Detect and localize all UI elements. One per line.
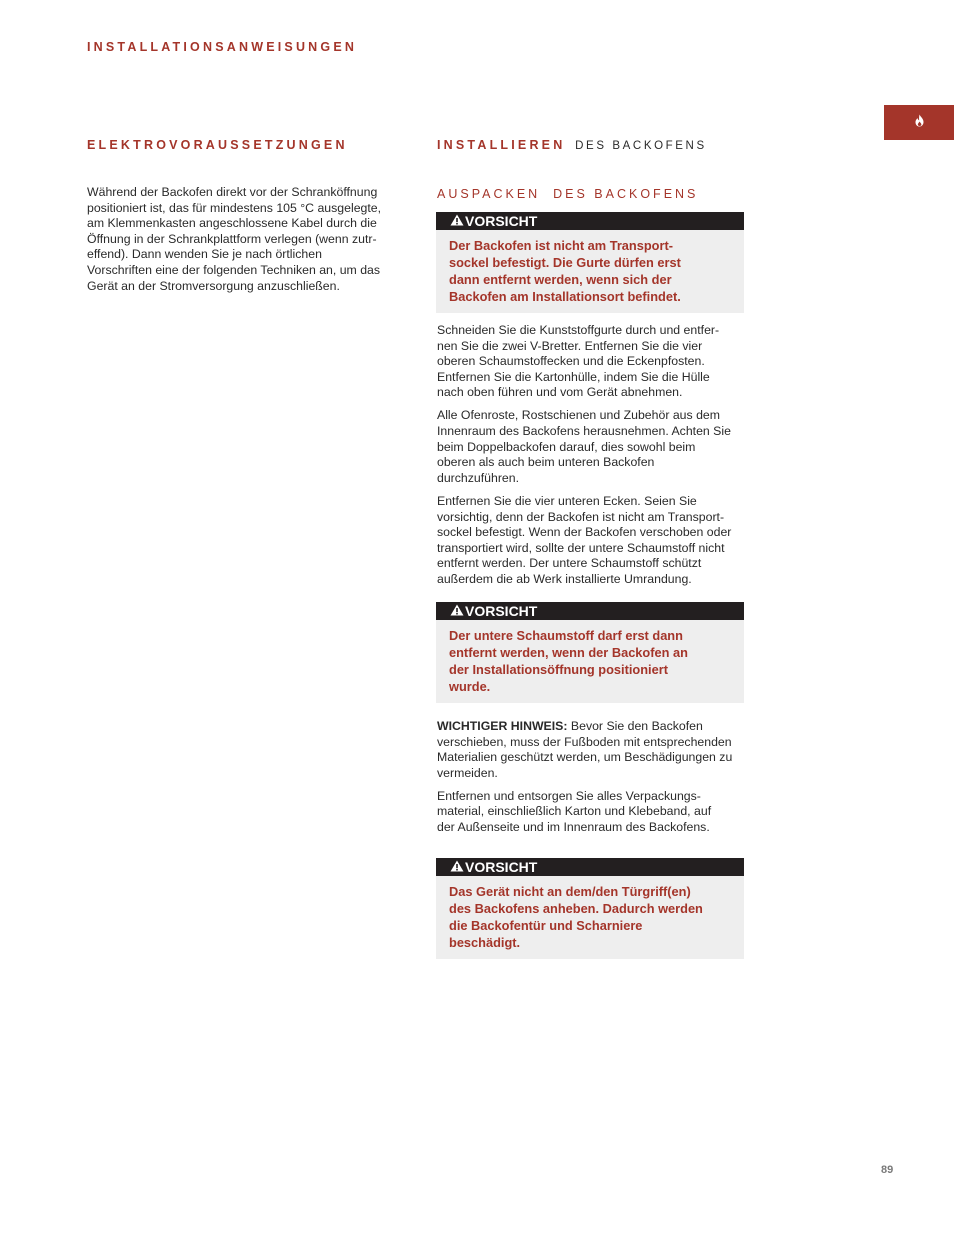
caution-line: beschädigt. bbox=[449, 935, 521, 950]
warning-icon bbox=[450, 212, 465, 230]
caution-header bbox=[436, 212, 744, 230]
text-line: oberen als auch beim unteren Backofen bbox=[437, 455, 655, 470]
subsection-title-auspacken: AUSPACKEN DES BACKOFENS bbox=[437, 187, 699, 201]
text-line: Innenraum des Backofens herausnehmen. Achten Sie bbox=[437, 424, 731, 439]
paragraph bbox=[437, 323, 757, 401]
electrical-requirements-text bbox=[87, 185, 417, 294]
text-line: sockel befestigt. Wenn der Backofen verschoben oder bbox=[437, 525, 732, 540]
text-line: vorsichtig, denn der Backofen ist nicht am Transport- bbox=[437, 509, 725, 524]
text-line: transportiert wird, sollte der untere Schaumstoff nicht bbox=[437, 540, 725, 555]
flame-icon bbox=[914, 114, 925, 132]
text-line: Schneiden Sie die Kunststoffgurte durch und entfer- bbox=[437, 323, 720, 337]
section-title-elektrovoraussetzungen: ELEKTROVORAUSSETZUNGEN bbox=[87, 138, 348, 152]
caution-text bbox=[436, 876, 744, 959]
unpacking-instructions bbox=[437, 323, 757, 595]
text-line: oberen Schaumstoffecken und die Eckenpfosten. bbox=[437, 354, 705, 369]
text-line: Materialien geschützt werden, um Beschädigungen zu bbox=[437, 750, 733, 765]
text-line: Öffnung in der Schrankplattform verlegen (wenn zutr- bbox=[87, 231, 377, 246]
caution-line: sockel befestigt. Die Gurte dürfen erst bbox=[449, 255, 681, 270]
text-line: beim Doppelbackofen darauf, dies sowohl beim bbox=[437, 439, 696, 454]
text-line: Entfernen Sie die Kartonhülle, indem Sie die Hülle bbox=[437, 369, 710, 384]
caution-box-2 bbox=[436, 602, 744, 703]
text-line: nen Sie die zwei V-Bretter. Entfernen Sie die vier bbox=[437, 338, 703, 353]
text-line: entfernt werden. Der untere Schaumstoff schützt bbox=[437, 556, 702, 571]
text-line: der Außenseite und im Innenraum des Backofens. bbox=[437, 820, 710, 835]
caution-text bbox=[436, 620, 744, 703]
warning-icon bbox=[450, 602, 465, 620]
note-lead: WICHTIGER HINWEIS: bbox=[437, 719, 568, 733]
caution-label: VORSICHT bbox=[465, 859, 538, 875]
caution-label: VORSICHT bbox=[465, 603, 538, 619]
text-line: Entfernen und entsorgen Sie alles Verpackungs- bbox=[437, 788, 701, 803]
text-line: positioniert ist, das für mindestens 105 °C ausgelegte, bbox=[87, 200, 382, 215]
text-line: am Klemmenkasten angeschlossene Kabel durch die bbox=[87, 216, 377, 231]
caution-header bbox=[436, 602, 744, 620]
text-line bbox=[437, 719, 757, 735]
caution-box-3 bbox=[436, 858, 744, 959]
text-line: außerdem die ab Werk installierte Umrandung. bbox=[437, 571, 692, 586]
paragraph bbox=[437, 494, 757, 588]
page-number: 89 bbox=[881, 1164, 894, 1176]
section-title-bold: INSTALLIEREN bbox=[437, 138, 566, 152]
caution-line: des Backofens anheben. Dadurch werden bbox=[449, 901, 703, 916]
caution-line: entfernt werden, wenn der Backofen an bbox=[449, 645, 688, 660]
caution-box-1 bbox=[436, 212, 744, 313]
paragraph bbox=[437, 408, 757, 486]
text-line: Während der Backofen direkt vor der Schranköffnung bbox=[87, 185, 378, 199]
section-title-installieren bbox=[437, 138, 707, 152]
caution-line: die Backofentür und Scharniere bbox=[449, 918, 643, 933]
important-note-section bbox=[437, 719, 757, 843]
page-header: INSTALLATIONSANWEISUNGEN bbox=[87, 40, 358, 54]
important-note bbox=[437, 719, 757, 781]
caution-line: der Installationsöffnung positioniert bbox=[449, 662, 668, 677]
caution-label: VORSICHT bbox=[465, 213, 538, 229]
text-line: nach oben führen und vom Gerät abnehmen. bbox=[437, 385, 683, 400]
text-line: vermeiden. bbox=[437, 765, 498, 780]
caution-header bbox=[436, 858, 744, 876]
caution-line: Backofen am Installationsort befindet. bbox=[449, 289, 681, 304]
warning-icon bbox=[450, 858, 465, 876]
caution-line: Der Backofen ist nicht am Transport- bbox=[449, 238, 673, 253]
text-line: verschieben, muss der Fußboden mit entsprechenden bbox=[437, 734, 732, 749]
section-title-light: DES BACKOFENS bbox=[575, 140, 707, 152]
text-line: durchzuführen. bbox=[437, 470, 520, 485]
text-line: material, einschließlich Karton und Klebeband, auf bbox=[437, 804, 712, 819]
caution-line: wurde. bbox=[449, 679, 491, 694]
text-line: Alle Ofenroste, Rostschienen und Zubehör aus dem bbox=[437, 408, 720, 423]
caution-line: Das Gerät nicht an dem/den Türgriff(en) bbox=[449, 884, 691, 899]
caution-line: dann entfernt werden, wenn sich der bbox=[449, 272, 672, 287]
text-line: Gerät an der Stromversorgung anzuschließen. bbox=[87, 278, 340, 293]
text-line: Entfernen Sie die vier unteren Ecken. Seien Sie bbox=[437, 493, 697, 508]
note-text: Bevor Sie den Backofen bbox=[567, 719, 703, 733]
caution-text bbox=[436, 230, 744, 313]
section-tab[interactable] bbox=[884, 105, 954, 140]
caution-line: Der untere Schaumstoff darf erst dann bbox=[449, 628, 683, 643]
text-line: effend). Dann wenden Sie je nach örtlichen bbox=[87, 247, 322, 262]
paragraph bbox=[437, 789, 757, 836]
text-line: Vorschriften eine der folgenden Techniken an, um das bbox=[87, 262, 381, 277]
